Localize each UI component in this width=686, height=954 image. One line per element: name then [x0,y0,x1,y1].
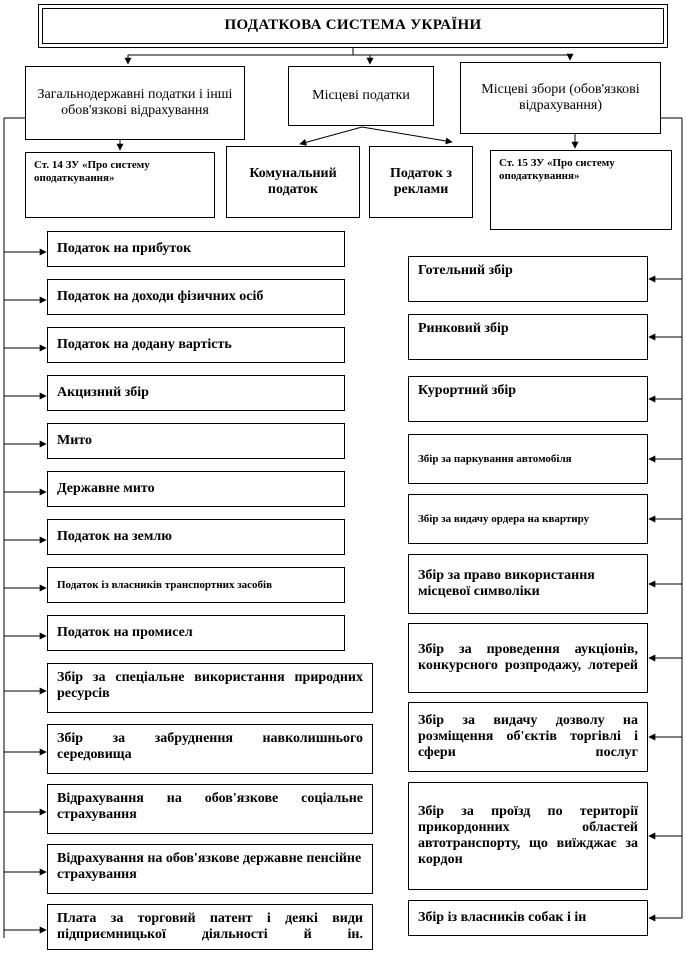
communal-tax-box: Комунальний податок [226,146,360,218]
national-item: Акцизний збір [47,375,345,411]
national-item: Державне мито [47,471,345,507]
national-item: Відрахування на обов'язкове державне пенсійне страхування [47,844,373,894]
fee-item: Збір за видачу дозволу на розміщення об'єктів торгівлі і сфери послуг [408,702,648,772]
national-item: Мито [47,423,345,459]
fee-item: Збір за паркування автомобіля [408,434,648,484]
national-item: Податок на землю [47,519,345,555]
national-item: Збір за забруднення навколишнього середовища [47,724,373,774]
fee-item: Збір за право використання місцевої символіки [408,554,648,614]
national-item: Податок на промисел [47,615,345,651]
fee-item: Ринковий збір [408,314,648,360]
national-item: Податок на прибуток [47,231,345,267]
fee-item: Збір за проведення аукціонів, конкурсного розпродажу, лотерей [408,623,648,693]
fee-item: Збір за видачу ордера на квартиру [408,494,648,544]
fee-item: Збір за проїзд по території прикордонних областей автотранспорту, що виїжджає за кордон [408,782,648,890]
national-item: Збір за спеціальне використання природних ресурсів [47,663,373,713]
article-14-ref: Ст. 14 ЗУ «Про систему оподаткування» [25,152,215,218]
national-taxes-header: Загальнодержавні податки і інші обов'язкові відрахування [25,66,245,140]
local-taxes-header: Місцеві податки [288,66,434,126]
national-item: Відрахування на обов'язкове соціальне страхування [47,784,373,834]
national-item: Плата за торговий патент і деякі види підприємницької діяльності й ін. [47,904,373,950]
national-item: Податок на доходи фізичних осіб [47,279,345,315]
advertising-tax-box: Податок з реклами [369,146,473,218]
article-15-ref: Ст. 15 ЗУ «Про систему оподаткування» [490,150,672,230]
diagram-title: ПОДАТКОВА СИСТЕМА УКРАЇНИ [38,4,668,48]
local-fees-header: Місцеві збори (обов'язкові відрахування) [460,62,661,134]
national-item: Податок із власників транспортних засобів [47,567,345,603]
fee-item: Готельний збір [408,256,648,302]
fee-item: Збір із власників собак і ін [408,900,648,936]
fee-item: Курортний збір [408,376,648,422]
national-item: Податок на додану вартість [47,327,345,363]
